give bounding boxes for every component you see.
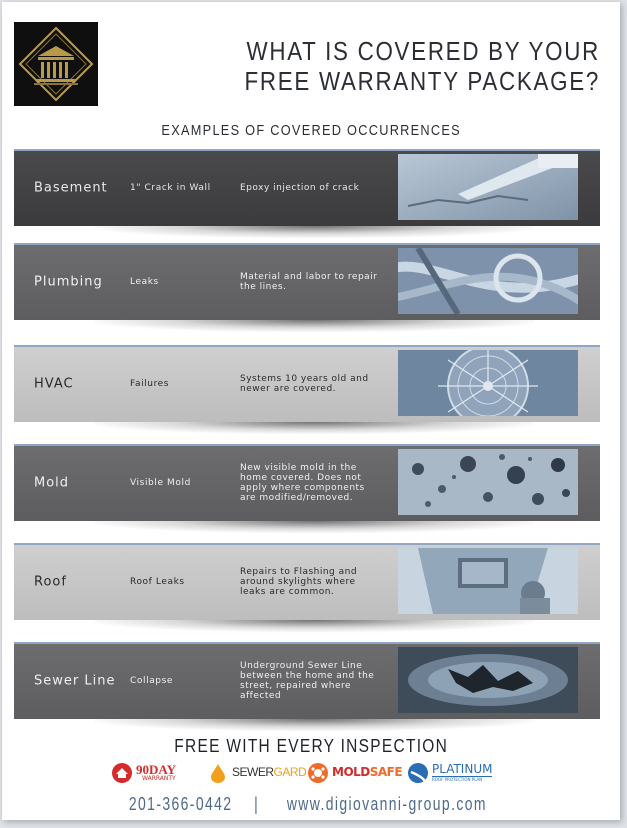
row-issue: Roof Leaks [130,576,185,587]
brand-sewergard-part1: SEWER [232,765,274,779]
contact-separator: | [253,794,259,814]
row-coverage: New visible mold in the home covered. Does not apply where components are modified/removed. [240,462,365,503]
mold-badge-icon [308,763,328,783]
row-coverage: Epoxy injection of crack [240,182,360,193]
row-category: Plumbing [34,274,103,289]
brand-moldsafe-part1: MOLD [332,765,370,779]
brand-sewergard-name [232,765,306,779]
row-coverage: Material and labor to repair the lines. [240,271,378,292]
skylight-photo [398,548,578,614]
row-category: Basement [34,180,108,195]
pipes-photo [398,248,578,314]
brand-moldsafe [308,762,403,784]
company-logo [14,22,98,106]
roof-badge-icon [408,763,428,783]
row-coverage: Underground Sewer Line between the home and the street, repaired where affected [240,660,375,701]
coverage-row-plumbing [14,243,600,320]
row-issue: Visible Mold [130,477,191,488]
brand-platinum-main: PLATINUM [432,762,493,776]
brand-sewergard-part2: GARD [273,765,307,779]
title-line-2: FREE WARRANTY PACKAGE? [244,66,600,96]
contact-line [2,794,620,815]
brand-moldsafe-part2: SAFE [369,765,403,779]
row-shadow [94,719,534,731]
brand-90day-sub: WARRANTY [142,775,176,782]
row-issue: Failures [130,378,170,389]
brand-sewergard [208,762,307,784]
free-text: FREE WITH EVERY INSPECTION [174,736,448,756]
row-shadow [94,320,534,332]
row-shadow [94,226,534,238]
flyer-page [2,2,620,820]
row-coverage: Systems 10 years old and newer are covered. [240,373,369,394]
brand-90day-warranty [112,762,202,784]
row-shadow [94,620,534,632]
contact-text [122,794,501,815]
row-issue: 1" Crack in Wall [130,182,211,193]
coverage-row-roof [14,543,600,620]
row-category: Mold [34,475,70,490]
row-issue: Leaks [130,276,159,287]
title-line-1: WHAT IS COVERED BY YOUR [246,36,600,66]
row-shadow [94,422,534,434]
row-coverage: Repairs to Flashing and around skylights where leaks are common. [240,566,358,597]
section-subtitle [2,122,620,139]
brand-90day-main: 90DAY [136,762,176,777]
drop-icon [208,763,228,783]
coverage-row-basement [14,149,600,226]
subtitle-text: EXAMPLES OF COVERED OCCURRENCES [161,122,461,139]
brand-platinum-roof [408,762,508,784]
row-category: Roof [34,574,67,589]
crack-injection-photo [398,154,578,220]
phone-number: 201-366-0442 [128,794,233,814]
row-category: Sewer Line [34,673,116,688]
mold-photo [398,449,578,515]
warranty-brands [112,762,512,784]
coverage-row-sewer-line [14,642,600,719]
fan-photo [398,350,578,416]
coverage-row-hvac [14,345,600,422]
page-title [180,36,600,96]
coverage-row-mold [14,444,600,521]
row-issue: Collapse [130,675,174,686]
columns-emblem-icon [14,22,98,106]
row-category: HVAC [34,376,74,391]
free-with-inspection-heading [2,736,620,757]
sewer-pipe-photo [398,647,578,713]
brand-platinum-sub: ROOF PROTECTION PLAN [432,777,483,782]
website-link[interactable]: www.digiovanni-group.com [286,794,487,814]
house-icon [112,763,132,783]
brand-moldsafe-name [332,765,402,779]
row-shadow [94,521,534,533]
